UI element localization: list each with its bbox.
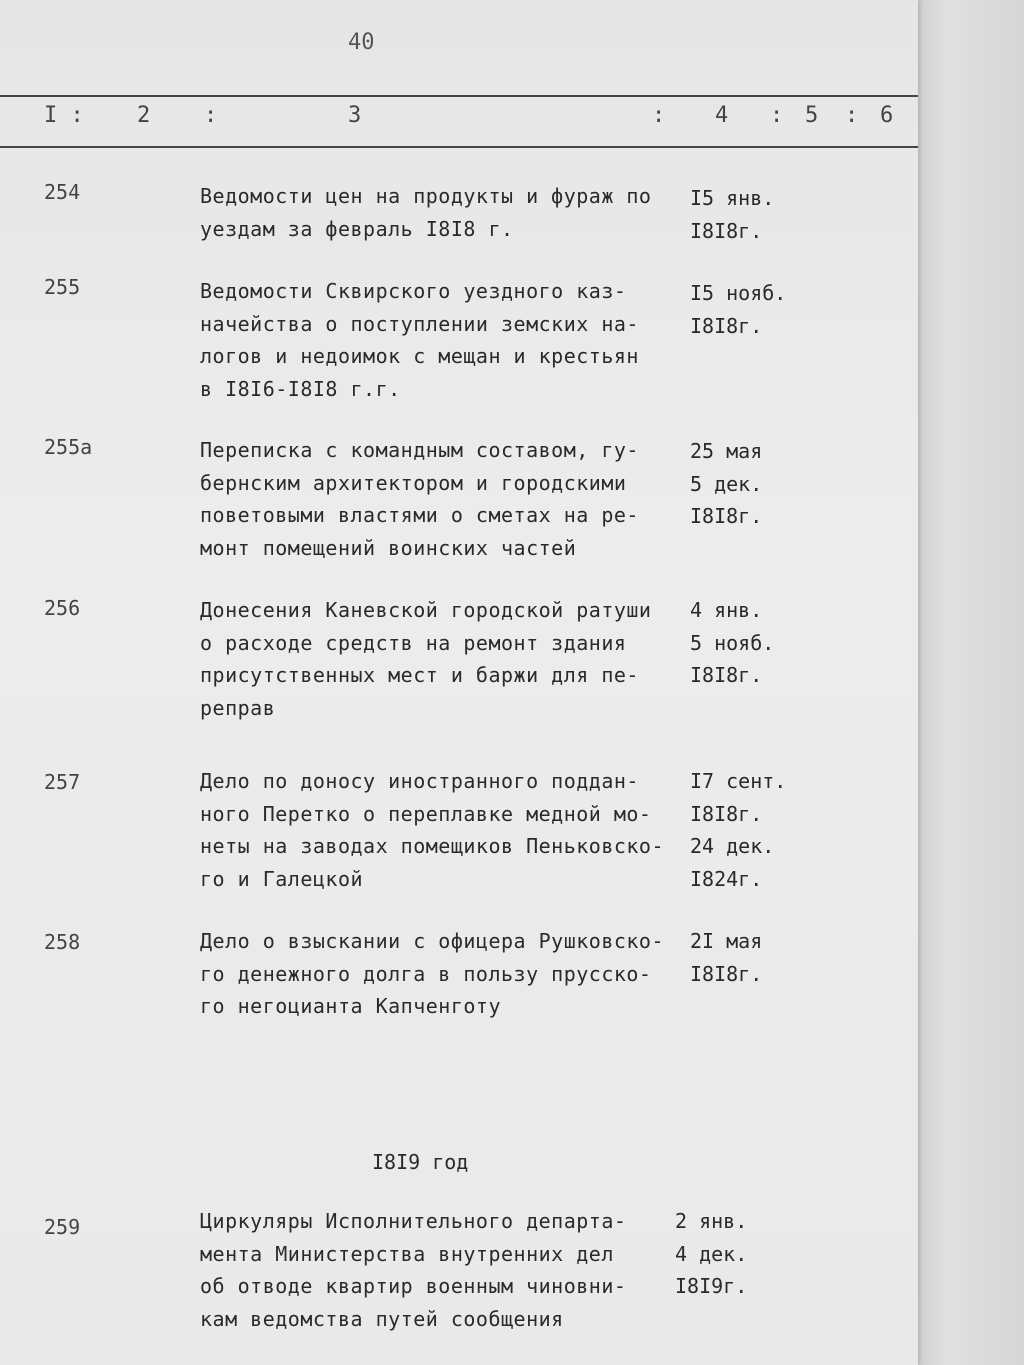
date-line: I7 сент. — [690, 769, 787, 793]
entry-description — [200, 765, 690, 895]
column-header-6: 6 — [880, 103, 894, 128]
date-line: 4 янв. — [690, 598, 763, 622]
description-line: логов и недоимок с мещан и крестьян — [200, 344, 639, 368]
column-header-2: 2 — [137, 103, 151, 128]
description-line: го негоцианта Капченготу — [200, 994, 501, 1018]
date-line: 24 дек. — [690, 834, 775, 858]
entry-description — [200, 1205, 690, 1335]
date-line: I8I8г. — [690, 218, 763, 243]
column-separator: : — [770, 103, 784, 128]
description-line: монт помещений воинских частей — [200, 535, 577, 560]
entry-description — [200, 925, 690, 1023]
date-line: 5 дек. — [690, 471, 763, 496]
entry-dates — [690, 277, 786, 342]
entry-dates — [690, 435, 762, 533]
description-line: о расходе средств на ремонт здания — [200, 630, 627, 655]
column-header-4: 4 — [715, 103, 729, 128]
entry-number: 257 — [44, 770, 81, 794]
entry-description — [200, 594, 690, 724]
description-line: поветовыми властями о сметах на ре- — [200, 503, 639, 527]
description-line: неты на заводах помещиков Пеньковско- — [200, 834, 665, 858]
date-line: 5 нояб. — [690, 630, 775, 655]
date-line: I5 нояб. — [690, 281, 787, 305]
description-line: Переписка с командным составом, гу- — [200, 438, 639, 462]
adjacent-page-edge — [915, 0, 1024, 1365]
description-line: Ведомости цен на продукты и фураж по — [200, 184, 652, 208]
entry-dates — [690, 182, 774, 247]
date-line: 2I мая — [690, 929, 763, 953]
description-line: об отводе квартир военным чиновни- — [200, 1274, 627, 1298]
description-line: присутственных мест и баржи для пе- — [200, 663, 639, 687]
header-bottom-rule — [0, 146, 918, 148]
description-line: ного Перетко о переплавке медной мо- — [200, 801, 652, 826]
entry-number: 255 — [44, 275, 81, 299]
year-heading: I8I9 год — [372, 1150, 469, 1174]
description-line: го и Галецкой — [200, 866, 364, 891]
description-line: кам ведомства путей сообщения — [200, 1306, 564, 1331]
entry-number: 254 — [44, 180, 81, 204]
description-line: реправ — [200, 695, 276, 720]
description-line: Донесения Каневской городской ратуши — [200, 598, 652, 622]
page-number: 40 — [348, 30, 375, 55]
date-line: I8I8г. — [690, 961, 763, 986]
entry-number: 259 — [44, 1215, 81, 1239]
entry-number: 255а — [44, 435, 93, 459]
description-line: уездам за февраль I8I8 г. — [200, 216, 514, 241]
description-line: начейства о поступлении земских на- — [200, 311, 639, 336]
entry-dates — [675, 1205, 747, 1303]
date-line: I8I8г. — [690, 663, 763, 687]
date-line: 4 дек. — [675, 1241, 748, 1266]
date-line: I5 янв. — [690, 186, 775, 210]
description-line: в I8I6-I8I8 г.г. — [200, 376, 401, 401]
column-separator: : — [204, 103, 218, 128]
date-line: I8I8г. — [690, 504, 763, 528]
column-header-5: 5 — [805, 103, 819, 128]
entry-dates — [690, 925, 762, 990]
date-line: I8I9г. — [675, 1274, 748, 1298]
description-line: бернским архитектором и городскими — [200, 470, 627, 495]
header-top-rule — [0, 95, 918, 97]
date-line: I8I8г. — [690, 313, 763, 338]
date-line: 2 янв. — [675, 1209, 748, 1233]
column-separator: : — [845, 103, 859, 128]
date-line: I8I8г. — [690, 801, 763, 826]
date-line: 25 мая — [690, 439, 763, 463]
column-header-3: 3 — [348, 103, 362, 128]
entry-dates — [690, 765, 786, 895]
description-line: Ведомости Сквирского уездного каз- — [200, 279, 627, 303]
column-header-1: I : — [44, 103, 84, 128]
entry-number: 256 — [44, 596, 81, 620]
entry-number: 258 — [44, 930, 81, 954]
description-line: Дело по доносу иностранного поддан- — [200, 769, 639, 793]
description-line: го денежного долга в пользу прусско- — [200, 961, 652, 986]
description-line: Дело о взыскании с офицера Рушковско- — [200, 929, 665, 953]
column-separator: : — [652, 103, 666, 128]
date-line: I824г. — [690, 866, 763, 891]
entry-description — [200, 275, 690, 405]
entry-dates — [690, 594, 774, 692]
entry-description — [200, 180, 690, 245]
description-line: Циркуляры Исполнительного департа- — [200, 1209, 627, 1233]
description-line: мента Министерства внутренних дел — [200, 1241, 614, 1266]
entry-description — [200, 434, 690, 564]
